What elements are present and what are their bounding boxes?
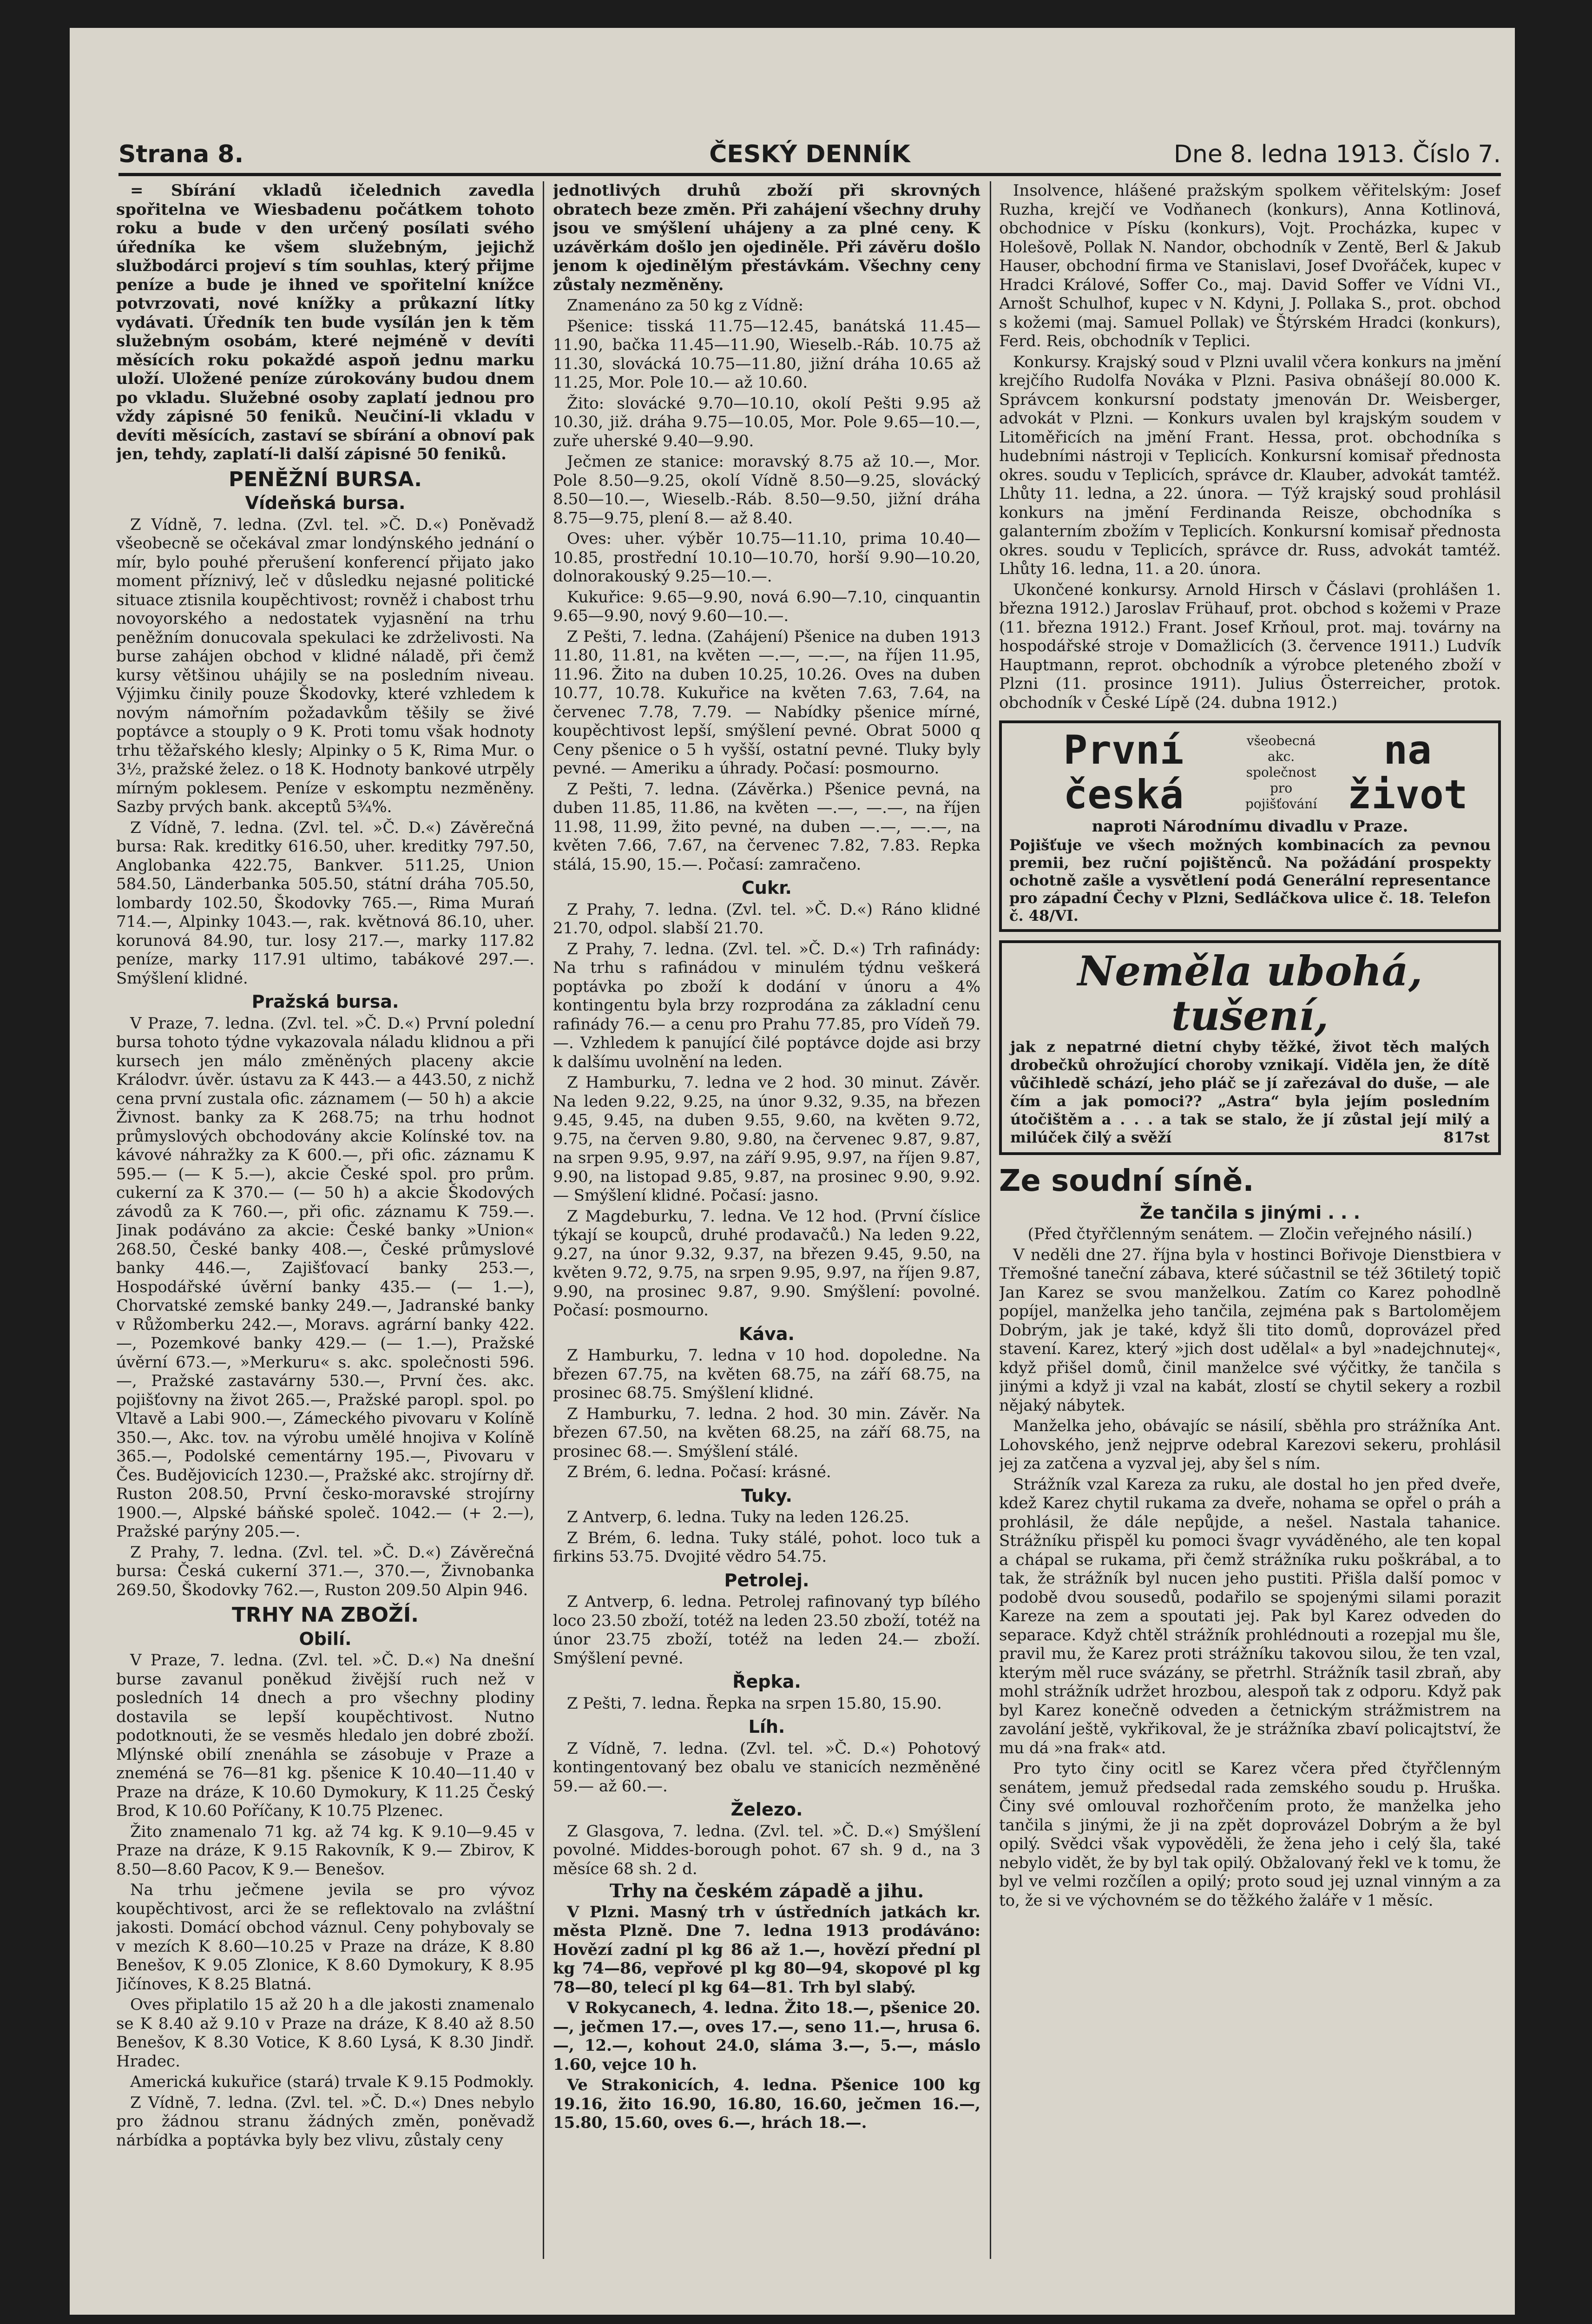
ad-line: všeobecná akc. xyxy=(1246,733,1316,764)
insurance-advertisement xyxy=(999,720,1501,932)
paragraph: Strážník vzal Kareza za ruku, ale dostal ho jen před dveře, kdež Karez chytil rukama za dveře, nohama se opřel o práh a prohlásil, že dále nepůjde, a nešel. Nastala tahanice. Strážníku přispěl ku pomoci švagr vyváděného, ale ten kopal a chápal se rukama, při čemž strážníka ruku poškrábal, a to tak, že strážník byl nucen jeho pustiti. Přišla další pomoc v podobě dvou sousedů, podařilo se spojenými silami porazit Kareze na zem a spoutati jej. Pak byl Karez odveden do separace. Když chtěl strážník prohlédnouti a rozepjal mu šle, pravil mu, že Karez proti strážníku takovou silou, že ten vzal, kterým měl ruce svázány, se přetrhl. Strážník tasil zbraň, aby mohl strážník udržet hrozbou, alespoň tak z odporu. Když pak byl Karez konečně odveden a četnickým strážmistrem na zavolání ještě, vykřikoval, že je strážníka zbaví policajtství, že mu dá »na frak« atd. xyxy=(999,1475,1501,1757)
paragraph: Z Vídně, 7. ledna. (Zvl. tel. »Č. D.«) Pohotový kontingentovaný bez obalu ve stanicích nezměněné 59.— až 60.—. xyxy=(553,1739,980,1796)
paragraph: Z Vídně, 7. ledna. (Zvl. tel. »Č. D.«) Poněvadž všeobecně se očekával zmar londýnského jednání o mír, bylo pouhé přerušení konferencí přijato jako moment příznivý, leč v důsledku nejasné politické situace ztisnila koupěchtivost; rovněž i chabost trhu novoyorského a nedostatek vyjasnění na trhu peněžním donucovala spekulaci ke zdrželivosti. Na burse zahájen obchod v klidné náladě, při čemž kursy většinou uhájily se na posledním niveau. Výjimku činily pouze Škodovky, které vzhledem k novým námořním požadavkům těšily se živé poptávce a stouply o 9 K. Proti tomu však hodnoty trhu těžařského klesly; Alpinky o 5 K, Rima Mur. o 3½, pražské želez. o 18 K. Hodnoty bankové utrpěly mírným poklesem. Peníze v eskomptu nezměněny. Sazby prvých bank. akceptů 5¾%. xyxy=(116,515,534,816)
paragraph: Pšenice: tisská 11.75—12.45, banátská 11.45—11.90, bačka 11.45—11.90, Wieselb.-Ráb. 10.75 až 11.30, slovácká 10.75—11.80, jižní dráha 10.65 až 11.25, Mor. Pole 10.— až 10.60. xyxy=(553,317,980,392)
newspaper-title: ČESKÝ DENNÍK xyxy=(709,140,910,168)
ad-line: pojišťování xyxy=(1245,796,1317,812)
subsection-heading: Železo. xyxy=(730,1799,803,1820)
paragraph: Oves: uher. výběr 10.75—11.10, prima 10.40—10.85, prostřední 10.10—10.70, horší 9.90—10.20, dolnorakouský 9.25—10.—. xyxy=(553,529,980,586)
paragraph: Americká kukuřice (stará) trvale K 9.15 Podmokly. xyxy=(130,2073,534,2091)
subsection-heading: Cukr. xyxy=(742,878,792,898)
paragraph: Konkursy. Krajský soud v Plzni uvalil včera konkurs na jmění krejčího Rudolfa Nováka v Plzni. Pasiva obnášejí 80.000 K. Správcem konkursní podstaty jmenován Dr. Weisberger, advokát v Plzni. — Konkurs uvalen byl krajským soudem v Litoměřicích na jmění Frant. Hessa, prot. obchodníka s hudebními nástroji v Teplicích. Konkursní komisař přednosta okres. soudu v Teplicích, správce dr. Klauber, advokát tamtéž. Lhůty 11. ledna, a 22. února. — Týž krajský soud prohlásil konkurs na jmění Ferdinanda Reisze, obchodníka s galanterním zbožím v Teplicích. Konkursní komisař přednosta okres. soudu v Teplicích, správce dr. Russ, advokát tamtéž. Lhůty 16. ledna, 11. a 20. února. xyxy=(999,352,1501,578)
page-number: Strana 8. xyxy=(118,140,244,168)
column-2 xyxy=(553,181,980,2259)
issue-date: Dne 8. ledna 1913. Číslo 7. xyxy=(1173,140,1501,168)
astra-advertisement xyxy=(999,940,1501,1155)
section-heading: TRHY NA ZBOŽÍ. xyxy=(232,1603,419,1627)
subsection-heading: Řepka. xyxy=(732,1671,801,1692)
ad-text: jak z nepatrné dietní chyby těžké, život těch malých drobečků ohrožující choroby vznikají. Viděla jen, že dítě vůčihledě schází, jeho pláč se jí zařezával do duše, — ale čím a jak pomoci?? „Astra“ byla jejím posledním útočištěm a . . . a tak se stalo, že jí zůstal její milý a milúček čilý a svěží xyxy=(1010,1037,1490,1146)
paragraph: Znamenáno za 50 kg z Vídně: xyxy=(567,296,804,315)
article-subtitle: (Před čtyřčlenným senátem. — Zločin veřejného násilí.) xyxy=(1027,1225,1473,1243)
paragraph: V Rokycanech, 4. ledna. Žito 18.—, pšenice 20.—, ječmen 17.—, oves 17.—, seno 11.—, hrusa 6.—, 12.—, kohout 24.0, sláma 3.—, 5.—, máslo 1.60, vejce 10 h. xyxy=(553,1999,980,2074)
column-rule xyxy=(990,181,991,2259)
subsection-heading: Tuky. xyxy=(741,1485,792,1506)
paragraph: Z Glasgova, 7. ledna. (Zvl. tel. »Č. D.«) Smýšlení povolné. Middes-borough pohot. 67 sh. 9 d., na 3 měsíce 68 sh. 2 d. xyxy=(553,1822,980,1878)
section-title: Ze soudní síně. xyxy=(999,1163,1254,1198)
ad-code: 817st xyxy=(1443,1128,1490,1146)
ad-headline-left: První česká xyxy=(1063,727,1184,818)
paragraph: Z Brém, 6. ledna. Počasí: krásné. xyxy=(567,1463,831,1481)
subsection-heading: Vídeňská bursa. xyxy=(245,493,406,513)
article-title: Že tančila s jinými . . . xyxy=(1139,1202,1361,1223)
paragraph: Z Pešti, 7. ledna. Řepka na srpen 15.80, 15.90. xyxy=(567,1694,942,1713)
paragraph: jednotlivých druhů zboží při skrovných obratech beze změn. Při zahájení všechny druhy jsou ve smýšlení uhájeny a za plné ceny. K uzávěrkám došlo jen ojediněle. Při závěru došlo jenom k ojedinělým přestávkám. Všechny ceny zůstaly nezměněny. xyxy=(553,181,980,294)
subsection-heading: Káva. xyxy=(739,1323,795,1344)
newspaper-page xyxy=(70,28,1515,2315)
subsection-heading: Petrolej. xyxy=(724,1570,809,1591)
paragraph: Žito znamenalo 71 kg. až 74 kg. K 9.10—9.45 v Praze na dráze, K 9.15 Rakovník, K 9.— Zbirov, K 8.50—8.60 Pacov, K 9.— Benešov. xyxy=(116,1822,534,1879)
paragraph: Oves připlatilo 15 až 20 h a dle jakosti znamenalo se K 8.40 až 9.10 v Praze na dráze, K 8.40 až 8.50 Benešov, K 8.30 Votice, K 8.60 Lysá, K 8.30 Jindř. Hradec. xyxy=(116,1995,534,2071)
paragraph: Manželka jeho, obávajíc se násilí, sběhla pro strážníka Ant. Lohovského, jenž nejprve odebral Karezovi sekeru, prohlásil jej za zatčena a vyzval jej, aby šel s ním. xyxy=(999,1417,1501,1473)
paragraph: Ukončené konkursy. Arnold Hirsch v Čáslavi (prohlášen 1. března 1912.) Jaroslav Frühauf, prot. obchod s kožemi v Praze (11. března 1912.) Frant. Josef Krňoul, prot. maj. továrny na hospodářské stroje v Domažlicích (3. července 1911.) Ludvík Hauptmann, reprot. obchodník a výrobce pleteného zboží v Plzni (11. prosince 1911). Julius Österreicher, protok. obchodník v České Lípě (24. dubna 1912.) xyxy=(999,580,1501,712)
paragraph: Pro tyto činy ocitl se Karez včera před čtyřčlenným senátem, jemuž předsedal rada zemského soudu p. Hruška. Činy své omlouval rozhořčením proto, že manželka jeho tančila s jinými, že ji na zpět doprovázel Dobrým a že byl opilý. Svědci však vypověděli, že žena jeho i celý šla, také nebylo vidět, že by byl tak opilý. Obžalovaný řekl ve k tomu, že byl ve velmi rozčílen a opilý; proto soud jej uznal vinným a za to, že si ve výchovném se do těžkého žaláře v 1 měsíc. xyxy=(999,1759,1501,1910)
paragraph: V neděli dne 27. října byla v hostinci Bořivoje Dienstbiera v Třemošné taneční zábava, které súčastnil se též 36tiletý topič Jan Karez se svou manželkou. Zatím co Karez pohodlně popíjel, manželka jeho tančila, zejména pak s Bartolomějem Dobrým, jak je také, když šli tito domů, doprovázel před stavení. Karez, který »jich dost udělal« a byl »nadejchnutej«, když přišel domů, činil manželce své výčitky, že tančila s jinými a když ji vzal na kabát, zlostí se chytil sekery a rozbil nějaký nábytek. xyxy=(999,1245,1501,1415)
paragraph: Z Vídně, 7. ledna. (Zvl. tel. »Č. D.«) Dnes nebylo pro žádnou stranu žádných změn, poněvadž nárbídka a poptávka byly bez vlivu, zůstaly ceny xyxy=(116,2093,534,2150)
column-3 xyxy=(999,181,1501,2259)
paragraph: Na trhu ječmene jevila se pro vývoz koupěchtivost, arci že se reflektovalo na zvláštní jakosti. Domácí obchod váznul. Ceny pohybovaly se v mezích K 8.60—10.25 v Praze na dráze, K 8.80 Benešov, K 9.05 Zlonice, K 8.60 Dymokury, K 8.95 Jičínoves, K 8.25 Blatná. xyxy=(116,1881,534,1994)
paragraph: Z Brém, 6. ledna. Tuky stálé, pohot. loco tuk a firkins 53.75. Dvojité vědro 54.75. xyxy=(553,1528,980,1566)
column-1 xyxy=(116,181,534,2259)
subsection-heading: Líh. xyxy=(748,1717,785,1737)
paragraph: Z Prahy, 7. ledna. (Zvl. tel. »Č. D.«) Závěrečná bursa: Česká cukerní 371.—, 370.—, Živnobanka 269.50, Škodovky 762.—, Ruston 209.50 Alpin 946. xyxy=(116,1543,534,1599)
paragraph: Kukuřice: 9.65—9.90, nová 6.90—7.10, cinquantin 9.65—9.90, nový 9.60—10.—. xyxy=(553,588,980,625)
paragraph: Z Magdeburku, 7. ledna. Ve 12 hod. (První číslice týkají se koupců, druhé prodavačů.) Na leden 9.22, 9.27, na únor 9.32, 9.37, na březen 9.45, 9.50, na květen 9.72, 9.75, na srpen 9.95, 9.97, na říjen 9.87, 9.90, na prosinec 9.87, 9.90. Smýšlení: povolné. Počasí: posmourno. xyxy=(553,1207,980,1320)
ad-headline-right: na život xyxy=(1347,727,1468,818)
paragraph: Z Prahy, 7. ledna. (Zvl. tel. »Č. D.«) Trh rafinády: Na trhu s rafinádou v minulém týdnu veškerá poptávka po zboží k dodání v únoru a 4% kontingentu byla brzy rozprodána za základní cenu rafinády 76.— a cenu pro Prahu 77.85, pro Vídeň 79.—. Vzhledem k panující čilé poptávce dojde asi brzy k dalšímu uvolnění na leden. xyxy=(553,939,980,1071)
paragraph: Z Pešti, 7. ledna. (Závěrka.) Pšenice pevná, na duben 11.85, 11.86, na květen —.—, —.—, na říjen 11.98, 11.99, žito pevné, na duben —.—, —.—, na květen 7.66, 7.67, na červenec 7.82, 7.83. Repka stálá, 15.90, 15.—. Počasí: zamračeno. xyxy=(553,779,980,874)
paragraph: Z Hamburku, 7. ledna ve 2 hod. 30 minut. Závěr. Na leden 9.22, 9.25, na únor 9.32, 9.35, na březen 9.45, 9.45, na duben 9.55, 9.60, na květen 9.72, 9.75, na červen 9.80, 9.80, na červenec 9.87, 9.87, na srpen 9.95, 9.97, na září 9.95, 9.97, na říjen 9.87, 9.90, na listopad 9.85, 9.87, na prosinec 9.90, 9.92. — Smýšlení klidné. Počasí: jasno. xyxy=(553,1073,980,1205)
paragraph: Z Antverp, 6. ledna. Petrolej rafinovaný typ bílého loco 23.50 zboží, totéž na leden 23.50 zboží, totéž na únor 23.75 zboží, totéž na leden 24.— zboží. Smýšlení pevné. xyxy=(553,1592,980,1668)
ad-middle-text xyxy=(1238,733,1324,812)
paragraph: Ve Strakonicích, 4. ledna. Pšenice 100 kg 19.16, žito 16.90, 16.80, 16.60, ječmen 16.—, 15.80, 15.60, oves 6.—, hrách 18.—. xyxy=(553,2076,980,2132)
ad-body: Pojišťuje ve všech možných kombinacích za pevnou premii, bez ruční pojištěnců. Na požádání prospekty ochotně zašle a vysvětlení podá Generální representance pro západní Čechy v Plzni, Sedláčkova ulice č. 18. Telefon č. 48/VI. xyxy=(1009,836,1491,924)
paragraph: V Praze, 7. ledna. (Zvl. tel. »Č. D.«) Na dnešní burse zavanul poněkud živější ruch než v posledních 14 dnech a pro všechny plodiny dostavila se lepší koupěchtivost. Nutno podotknouti, že se vesměs hledalo jen dobré zboží. Mlýnské obilí znenáhla se zásobuje v Praze a zneméná se 76—81 kg. pšenice K 10.40—11.40 v Praze na dráze, K 10.60 Dymokury, K 11.25 Český Brod, K 10.60 Poříčany, K 10.75 Plzenec. xyxy=(116,1651,534,1820)
ad-title: Neměla ubohá, xyxy=(1077,946,1423,995)
ad-subheadline: naproti Národnímu divadlu v Praze. xyxy=(1092,817,1408,836)
subsection-heading: Obilí. xyxy=(299,1628,352,1649)
paragraph: Z Antverp, 6. ledna. Tuky na leden 126.25. xyxy=(567,1508,909,1526)
ad-body xyxy=(1010,1038,1490,1147)
paragraph: Insolvence, hlášené pražským spolkem věřitelským: Josef Ruzha, krejčí ve Vodňanech (konkurs), Anna Kotlinová, obchodnice v Písku (konkurs), Vojt. Procházka, kupec v Holešově, Pollak N. Nandor, obchodník v Zentě, Berl & Jakub Hauser, obchodní firma ve Stanislavi, Josef Dvořáček, kupec v Hradci Králové, Soffer Co., maj. David Soffer ve Vídni VI., Arnošt Schulhof, kupec v N. Kdyni, J. Pollaka S., prot. obchod s kožemi (maj. Samuel Pollak) ve Štýrském Hradci (konkurs), Ferd. Reis, obchodník v Teplici. xyxy=(999,181,1501,350)
ad-line: společnost pro xyxy=(1246,765,1316,796)
notices-block xyxy=(999,181,1501,712)
paragraph: Z Hamburku, 7. ledna v 10 hod. dopoledne. Na březen 67.75, na květen 68.75, na září 68.75, na prosinec 68.75. Smýšlení klidné. xyxy=(553,1346,980,1402)
court-article xyxy=(999,1246,1501,1910)
section-heading: PENĚŽNÍ BURSA. xyxy=(228,467,422,491)
paragraph: Z Prahy, 7. ledna. (Zvl. tel. »Č. D.«) Ráno klidné 21.70, odpol. slabší 21.70. xyxy=(553,900,980,938)
paragraph: Z Pešti, 7. ledna. (Zahájení) Pšenice na duben 1913 11.80, 11.81, na květen —.—, —.—, na říjen 11.95, 11.96. Žito na duben 10.25, 10.26. Oves na duben 10.77, 10.78. Kukuřice na květen 7.63, 7.64, na červenec 7.78, 7.79. — Nabídky pšenice mírné, koupěchtivost lepší, smýšlení pevné. Obrat 5000 q Ceny pšenice o 5 h vyšší, ostatní pevné. Tluky byly pevné. — Ameriku a úhrady. Počasí: posmourno. xyxy=(553,627,980,778)
paragraph: Z Vídně, 7. ledna. (Zvl. tel. »Č. D.«) Závěrečná bursa: Rak. kreditky 616.50, uher. kreditky 797.50, Anglobanka 422.75, Bankver. 511.25, Union 584.50, Länderbanka 505.50, státní dráha 705.50, lombardy 102.50, Škodovky 765.—, Rima Murań 714.—, Alpinky 1043.—, rak. květnová 86.10, uher. korunová 84.90, tur. losy 217.—, marky 117.82 peníze, marky 117.91 ultimo, tabákové 297.—. Smýšlení klidné. xyxy=(116,818,534,988)
subsection-heading: Trhy na českém západě a jihu. xyxy=(609,1880,924,1902)
paragraph: Ječmen ze stanice: moravský 8.75 až 10.—, Mor. Pole 8.50—9.25, okolí Vídně 8.50—9.25, slovácký 8.50—10.—, Wieselb.-Ráb. 8.50—9.50, jižní dráha 8.75—9.75, plení 8.— až 8.40. xyxy=(553,452,980,528)
paragraph: Žito: slovácké 9.70—10.10, okolí Pešti 9.95 až 10.30, již. dráha 9.75—10.05, Mor. Pole 9.65—10.—, zuře uherské 9.40—9.90. xyxy=(553,394,980,450)
paragraph: = Sbírání vkladů ičelednich zavedla spořitelna ve Wiesbadenu počátkem tohoto roku a bude v den určený posílati svého úředníka ke všem služebným, jejichž službodárci projeví s tím souhlas, který přijme peníze a bude je ihned ve spořitelní knížce potvrzovati, nové knížky a průkazní lítky vydávati. Úředník ten bude vysílán jen k těm služebným osobám, které nejméně v devíti měsících roku pokaždé aspoň jednu marku uloží. Uložené peníze zúrokovány budou dnem po vkladu. Služebné osoby zaplatí jednou pro vždy zápisné 50 feniků. Neučiní-li vkladu v devíti měsících, zastaví se sbírání a obnoví pak jen, tehdy, zaplatí-li další zápisné 50 feniků. xyxy=(116,181,534,463)
paragraph: V Plzni. Masný trh v ústředních jatkách kr. města Plzně. Dne 7. ledna 1913 prodáváno: Hovězí zadní pl kg 86 až 1.—, hovězí přední pl kg 74—86, vepřové pl kg 80—94, skopové pl kg 78—80, telecí pl kg 64—81. Trh byl slabý. xyxy=(553,1902,980,1997)
paragraph: Z Hamburku, 7. ledna. 2 hod. 30 min. Závěr. Na březen 67.50, na květen 68.25, na září 68.75, na prosinec 68.—. Smýšlení stálé. xyxy=(553,1404,980,1461)
column-rule xyxy=(543,181,544,2259)
paragraph: V Praze, 7. ledna. (Zvl. tel. »Č. D.«) První polední bursa tohoto týdne vykazovala náladu klidnou a při kursech jen málo změněných placeny akcie Králodvr. úvěr. ústavu za K 443.— a 443.50, z nichž cena první zustala ofic. záznamem (— 50 h) a akcie Živnost. banky za K 268.75; na trhu hodnot průmyslových obchodovány akcie Kolínské tov. na kávové náhražky za K 600.—, při ofic. záznamu K 595.— (— K 5.—), akcie České spol. pro prům. cukerní za K 370.— (— 50 h) a akcie Škodových závodů za K 760.—, při ofic. záznamu K 759.—. Jinak podáváno za akcie: České banky »Union« 268.50, České banky 408.—, České průmyslové banky 446.—, Zajišťovací banky 253.—, Hospodářské úvěrní banky 435.— (— 1.—), Chorvatské zemské banky 249.—, Jadranské banky v Růžomberku 242.—, Moravs. agrární banky 422.—, Pozemkové banky 429.— (— 1.—), Pražské úvěrní 673.—, »Merkuru« s. akc. společnosti 596.—, Pražské zastavárny 530.—, První čes. akc. pojišťovny na život 265.—, Pražské paropl. spol. po Vltavě a Labi 900.—, Zámeckého pivovaru v Kolíně 350.—, Akc. tov. na výrobu umělé hnojiva v Kolíně 365.—, Podolské cementárny 195.—, Pivovaru v Čes. Budějovicích 1230.—, Pražské akc. strojírny dř. Ruston 208.50, První česko-moravské strojírny 1900.—, Alpské báňské společ. 1042.— (+ 2.—), Pražské parýny 205.—. xyxy=(116,1014,534,1541)
ad-title: tušení, xyxy=(1171,991,1329,1040)
subsection-heading: Pražská bursa. xyxy=(251,991,399,1012)
page-header xyxy=(118,136,1501,176)
